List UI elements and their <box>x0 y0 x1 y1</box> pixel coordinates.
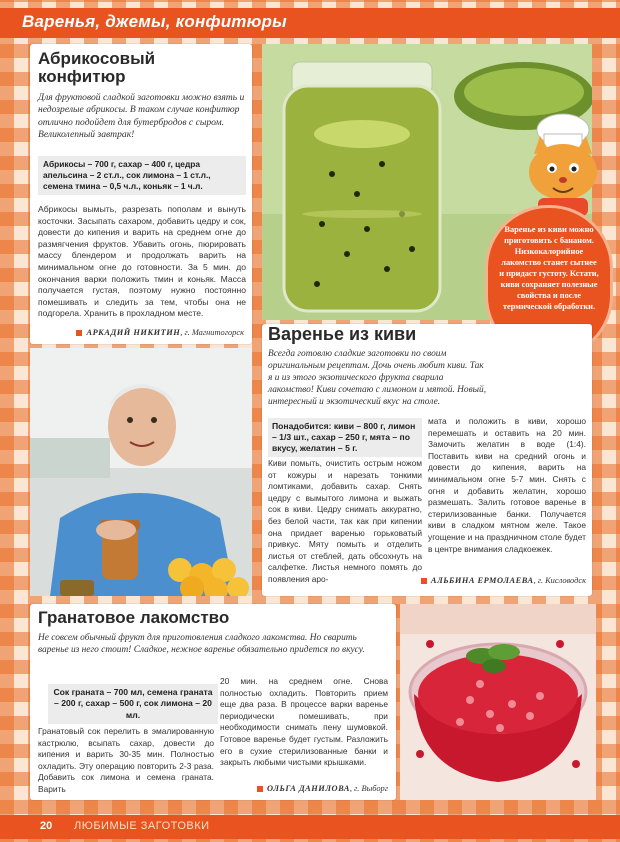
signature-marker <box>421 578 427 584</box>
section-header <box>0 8 620 38</box>
pomegranate-title: Гранатовое лакомство <box>38 608 230 627</box>
kiwi-title: Варенье из киви <box>268 324 417 344</box>
apricot-city: г. Магнитогорск <box>184 328 244 337</box>
pomegranate-city: г. Выборг <box>354 784 388 793</box>
pomegranate-bowl-illustration <box>400 604 596 800</box>
pomegranate-ingredients: Сок граната – 700 мл, семена граната – 200 г, сахар – 500 г, сок лимона – 20 мл. <box>48 684 218 724</box>
apricot-recipe-card <box>30 44 252 344</box>
kiwi-body-right: мата и положить в киви, хорошо перемешать и оставить на 20 мин. Замочить желатин в воде (1:4). Поставить киви на средний огонь и довести до кипения, варить на минимальном огне 5-7 мин. Снять с огня и добавить желатин, хорошо размешать. Залить готовое варенье в стерилизованные банки. Получается киви в сладком мятном желе. Такое угощение и на праздничном столе будет в центре внимания сладкоежек. <box>428 416 586 554</box>
apricot-signature: АРКАДИЙ НИКИТИН, г. Магнитогорск <box>34 328 244 337</box>
apricot-author: АРКАДИЙ НИКИТИН <box>86 328 181 337</box>
pomegranate-author: ОЛЬГА ДАНИЛОВА <box>266 784 350 793</box>
man-with-jar-photo <box>30 348 252 596</box>
signature-marker <box>76 330 82 336</box>
apricot-title: Абрикосовый конфитюр <box>38 49 156 86</box>
page-footer <box>0 815 620 839</box>
apricot-intro: Для фруктовой сладкой заготовки можно взять и недозрелые абрикосы. В таком случае конфитюр отлично подойдет для бутербродов с сыром. Великолепный завтрак! <box>38 92 245 141</box>
signature-marker <box>257 786 263 792</box>
apricot-body: Абрикосы вымыть, разрезать пополам и вынуть косточки. Засыпать сахаром, добавить цедру и сок, довести до кипения и варить на среднем огне до размягчения фруктов. Убавить огонь, пюрировать массу блендером и продолжать варить на минимальном огне до готовности. За 5 мин. до окончания варки положить тмин и коньяк. Масса получается густая, поэтому нужно постоянно помешивать и следить за тем, чтобы она не подгорела. Хранить в прохладном месте. <box>38 204 246 319</box>
page-number: 20 <box>40 820 53 832</box>
cat-chef-mascot <box>508 110 608 220</box>
pomegranate-recipe-card <box>30 604 396 800</box>
pomegranate-body-left: Гранатовый сок перелить в эмалированную кастрюлю, всыпать сахар, довести до кипения и варить 30-35 мин. Полностью охладить. Эту операцию повторить 2-3 раза. Добавить сок лимона и семена граната. Варить <box>38 726 214 794</box>
kiwi-intro: Всегда готовлю сладкие заготовки по своим оригинальным рецептам. Дочь очень любит киви. Так я и из этого экзотического фрукта сварила лакомство! Киви сочетаю с лимоном и мятой. Новый, интересный и экзотический вкус на столе. <box>268 349 487 407</box>
section-title: Варенья, джемы, конфитюры <box>22 12 287 31</box>
kiwi-tip-text: Варенье из киви можно приготовить с бананом. Низкокалорийное лакомство станет сытнее и придаст густоту. Кстати, киви сохраняет полезные свойства и после термической обработки. <box>499 225 599 311</box>
kiwi-author: АЛЬБИНА ЕРМОЛАЕВА <box>430 576 534 585</box>
magazine-name: ЛЮБИМЫЕ ЗАГОТОВКИ <box>74 820 210 832</box>
kiwi-ingredients: Понадобится: киви – 800 г, лимон – 1/3 шт., сахар – 250 г, мята – по вкусу, желатин – 5 г. <box>268 418 422 457</box>
pomegranate-jam-photo <box>400 604 596 800</box>
man-illustration <box>30 348 252 596</box>
pomegranate-body-right: 20 мин. на среднем огне. Снова полностью охладить. Повторить прием еще два раза. В процессе варки варенье периодически помешивать, при необходимости снимать пену шумовкой. Готовое варенье будет густым. Разложить его в сухие стерилизованные банки и закрыть любыми чистыми крышками. <box>220 676 388 768</box>
kiwi-city: г. Кисловодск <box>537 576 586 585</box>
apricot-ingredients: Абрикосы – 700 г, сахар – 400 г, цедра апельсина – 2 ст.л., сок лимона – 1 ст.л., семена тмина – 0,5 ч.л., коньяк – 1 ч.л. <box>38 156 246 195</box>
pomegranate-signature: ОЛЬГА ДАНИЛОВА, г. Выборг <box>218 784 388 793</box>
kiwi-signature: АЛЬБИНА ЕРМОЛАЕВА, г. Кисловодск <box>416 576 586 585</box>
kiwi-body-left: Киви помыть, очистить острым ножом от кожуры и нарезать тонкими ломтиками, добавить сахар. Снять цедру с вымытого лимона и выжать сок в киви. Цедру снимать аккуратно, без белой части, так как при кипении она придает варенью горьковатый привкус. Мяту помыть и отделить листья от стеблей, дать обсохнуть на салфетке. Листья немного помять до появления аро- <box>268 458 422 584</box>
kiwi-recipe-card <box>262 324 592 596</box>
pomegranate-intro: Не совсем обычный фрукт для приготовления сладкого лакомства. Но сварить варенье из него стоит! Сладкое, нежное варенье обязательно придется по вкусу. <box>38 633 365 655</box>
